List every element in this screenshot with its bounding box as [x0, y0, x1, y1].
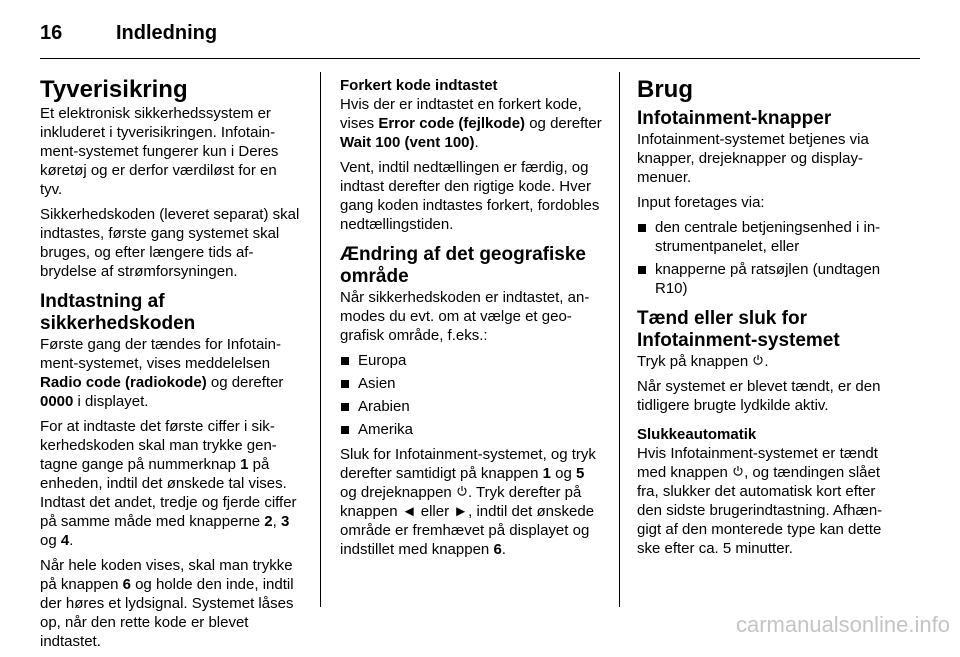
input-list: [637, 218, 899, 298]
paragraph: Når sikkerhedskoden er indtastet, anmodes du evt. om at vælge et geografisk område, f.eks.:: [340, 289, 590, 344]
column-2: [340, 76, 602, 565]
list-item: Amerika: [340, 420, 602, 439]
subheading-code-entry: Indtastning af sikkerhedskoden: [40, 291, 196, 334]
paragraph: Vent, indtil nedtællingen er færdig, og indtast derefter den rigtige kode. Hver gang koden indtastes forkert, fordobles nedtællingstiden.: [340, 159, 600, 233]
list-item: den centrale betjeningsenhed i instrumentpanelet, eller: [637, 218, 899, 256]
subheading-region: Ændring af det geografiske område: [340, 244, 586, 287]
paragraph: Input foretages via:: [637, 194, 765, 211]
power-button-icon: [752, 352, 764, 371]
paragraph: Når hele koden vises, skal man trykke på knappen 6 og holde den inde, indtil der høres et lydsignal. Systemet låses op, når den rette kode er blevet indtastet.: [40, 557, 294, 650]
column-divider-1: [320, 72, 321, 607]
paragraph: Sikkerhedskoden (leveret separat) skal indtastes, første gang systemet skal bruges, og efter længere tids afbrydelse af strømforsyningen.: [40, 206, 300, 280]
paragraph: Sluk for Infotainment-systemet, og tryk derefter samtidigt på knappen 1 og 5 og drejeknappen . Tryk derefter på knappen ◄ eller ►, indtil det ønskede område er fremhævet på displayet og indstillet med knappen 6.: [340, 446, 596, 558]
page-header-title: Indledning: [116, 22, 218, 44]
paragraph: For at indtaste det første ciffer i sikkerhedskoden skal man trykke gentagne gange på nummerknap 1 på enheden, indtil det ønskede tal vises. Indtast det andet, tredje og fjerde ciffer på samme måde med knapperne 2, 3 og 4.: [40, 418, 297, 549]
subheading-wrong-code: Forkert kode indtastet: [340, 77, 498, 94]
paragraph: Hvis Infotainment-systemet er tændt med knappen , og tændingen slået fra, slukker det automatisk kort efter den sidste brugerindtastning. Afhængigt af den monterede type kan dette ske efter ca. 5 minutter.: [637, 445, 883, 557]
column-3: [637, 76, 899, 564]
power-button-icon: [456, 483, 468, 502]
page-header: [40, 18, 920, 48]
paragraph: Et elektronisk sikkerhedssystem er inkluderet i tyverisikringen. Infotainment-systemet fungerer kun i Deres køretøj og er derfor værdiløst for en tyv.: [40, 105, 279, 198]
subheading-auto-off: Slukkeautomatik: [637, 426, 757, 443]
paragraph: Første gang der tændes for Infotainment-systemet, vises meddelelsen Radio code (radiokode) og derefter 0000 i displayet.: [40, 336, 284, 410]
list-item: Asien: [340, 374, 602, 393]
list-item: Arabien: [340, 397, 602, 416]
column-divider-2: [619, 72, 620, 607]
paragraph: Infotainment-systemet betjenes via knapper, drejeknapper og displaymenuer.: [637, 131, 869, 186]
region-list: [340, 351, 602, 439]
list-item: Europa: [340, 351, 602, 370]
section-title-brug: Brug: [637, 76, 693, 103]
subheading-power: Tænd eller sluk for Infotainment-systemet: [637, 308, 840, 351]
page-number: 16: [40, 22, 63, 44]
list-item: knapperne på ratsøjlen (undtagen R10): [637, 260, 899, 298]
subheading-buttons: Infotainment-knapper: [637, 108, 832, 129]
watermark: carmanualsonline.info: [735, 612, 950, 637]
column-1: [40, 76, 302, 657]
paragraph: Når systemet er blevet tændt, er den tidligere brugte lydkilde aktiv.: [637, 378, 881, 414]
paragraph: Tryk på knappen .: [637, 353, 769, 370]
power-button-icon: [732, 463, 744, 482]
paragraph: Hvis der er indtastet en forkert kode, vises Error code (fejlkode) og derefter Wait 100 (vent 100).: [340, 96, 602, 151]
header-rule: [40, 58, 920, 59]
section-title-tyverisikring: Tyverisikring: [40, 76, 188, 103]
